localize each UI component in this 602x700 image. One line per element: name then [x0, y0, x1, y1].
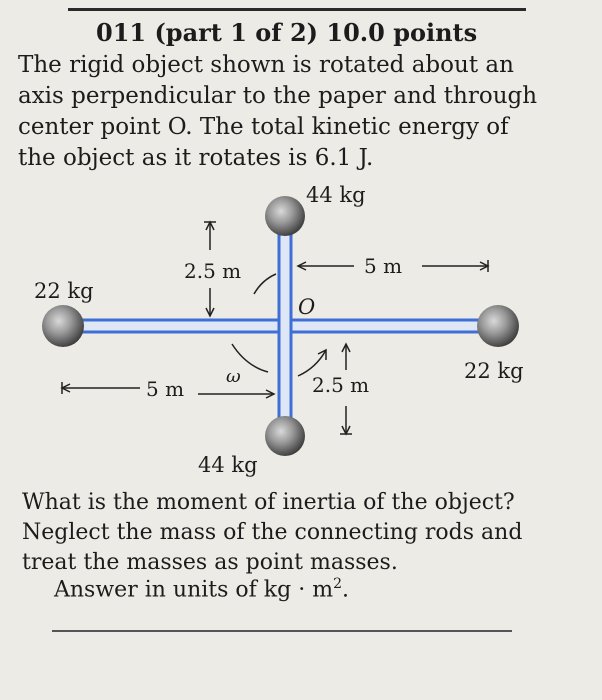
mass-top-label: 44 kg: [306, 183, 366, 207]
answer-suffix: .: [341, 577, 349, 603]
mass-right-label: 22 kg: [464, 359, 524, 383]
bottom-distance-label: 2.5 m: [312, 373, 370, 397]
problem-statement: The rigid object shown is rotated about an axis perpendicular to the paper and through center point O. The total kinetic energy of the object as it rotates is 6.1 J.: [18, 52, 538, 171]
omega-label: ω: [226, 366, 241, 387]
top-distance-label: 2.5 m: [184, 259, 242, 283]
mass-right: [477, 305, 519, 347]
answer-exponent: 2: [333, 576, 342, 592]
left-distance-label: 5 m: [146, 377, 185, 401]
right-distance-label: 5 m: [364, 254, 403, 278]
question-text: What is the moment of inertia of the object? Neglect the mass of the connecting rods and treat the masses as point masses.: [22, 490, 523, 575]
answer-units-line: [54, 576, 349, 602]
problem-header: 011 (part 1 of 2) 10.0 points: [96, 18, 478, 47]
mass-bottom-label: 44 kg: [198, 453, 258, 477]
rotating-object-diagram: [0, 180, 602, 480]
center-point-label: O: [298, 295, 316, 319]
mass-left-label: 22 kg: [34, 279, 94, 303]
mass-top: [265, 196, 305, 236]
answer-rule: [52, 630, 512, 632]
top-rule: [68, 8, 526, 11]
mass-left: [42, 305, 84, 347]
answer-prefix: Answer in units of: [54, 577, 257, 603]
mass-bottom: [265, 416, 305, 456]
vertical-rod: [279, 218, 291, 436]
answer-units: kg · m: [263, 577, 334, 603]
